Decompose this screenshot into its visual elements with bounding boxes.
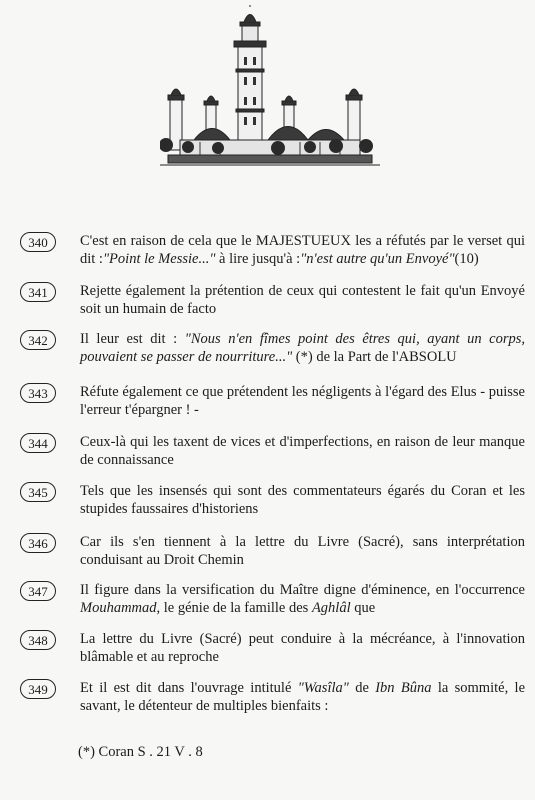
verse-text [80,433,525,469]
verse-text-segment: Aghlâl [311,600,351,616]
footnote: (*) Coran S . 21 V . 8 [78,744,203,760]
verse-text [80,282,525,318]
verse-text-segment: Et il est dit dans l'ouvrage intitulé [80,680,298,696]
verse-text-segment: , le génie de la famille des [156,600,312,616]
verse-number-badge: 340 [20,232,56,252]
verse-number-badge: 345 [20,482,56,502]
verse-number-badge: 348 [20,630,56,650]
verse-text-segment: que [350,600,376,616]
verse-text-segment: La lettre du Livre (Sacré) peut conduire à la mécréance, à l'innovation blâmable et au reproche [80,631,525,665]
verse-text-segment: Ceux-là qui les taxent de vices et d'imperfections, en raison de leur manque de connaissance [80,434,525,468]
verse-number-badge: 342 [20,330,56,350]
verse-text-segment: Il figure dans la versification du Maître digne d'éminence, en l'occurrence [80,582,525,598]
verse-text-segment: "Wasîla" [297,680,349,696]
verse-text-segment: Ibn Bûna [375,680,432,696]
verse-text [80,383,525,419]
verse-text-segment: la sommité, le savant, le détenteur de multiples bienfaits : [80,680,526,714]
verse-text [80,630,525,666]
verse-text-segment: Il leur est dit : [80,331,185,347]
verse-text-segment: Mouhammad [80,600,157,616]
verse-number-badge: 343 [20,383,56,403]
verse-text [80,533,525,569]
verse-text-segment: à lire jusqu'à : [215,251,301,267]
verse-number-badge: 344 [20,433,56,453]
verse-text-segment: (10) [454,251,479,267]
verse-text-segment: Tels que les insensés qui sont des commentateurs égarés du Coran et les stupides faussaires d'historiens [80,483,525,517]
verse-text-segment: "Nous n'en fîmes point des êtres qui, ayant un corps, pouvaient se passer de nourriture..." [80,331,526,365]
verse-text-segment: "Point le Messie..." [102,251,216,267]
verse-text-segment: (*) de la Part de l'ABSOLU [292,349,457,365]
mosque-illustration [160,5,380,175]
verse-text [80,581,525,617]
verse-number-badge: 341 [20,282,56,302]
verse-text-segment: Réfute également ce que prétendent les négligents à l'égard des Elus - puisse l'erreur t'épargner ! - [80,384,525,418]
verse-text-segment: Rejette également la prétention de ceux qui contestent le fait qu'un Envoyé soit un humain de facto [80,283,525,317]
verse-text [80,679,525,715]
verse-text [80,330,525,366]
verse-text-segment: Car ils s'en tiennent à la lettre du Livre (Sacré), sans interprétation conduisant au Droit Chemin [80,534,525,568]
verse-text [80,482,525,518]
verse-text [80,232,525,268]
verse-text-segment: C'est en raison de cela que le MAJESTUEUX les a réfutés par le verset qui dit : [80,233,525,267]
verse-number-badge: 347 [20,581,56,601]
verse-number-badge: 349 [20,679,56,699]
verse-text-segment: de [348,680,376,696]
verse-text-segment: "n'est autre qu'un Envoyé" [300,251,455,267]
verse-number-badge: 346 [20,533,56,553]
